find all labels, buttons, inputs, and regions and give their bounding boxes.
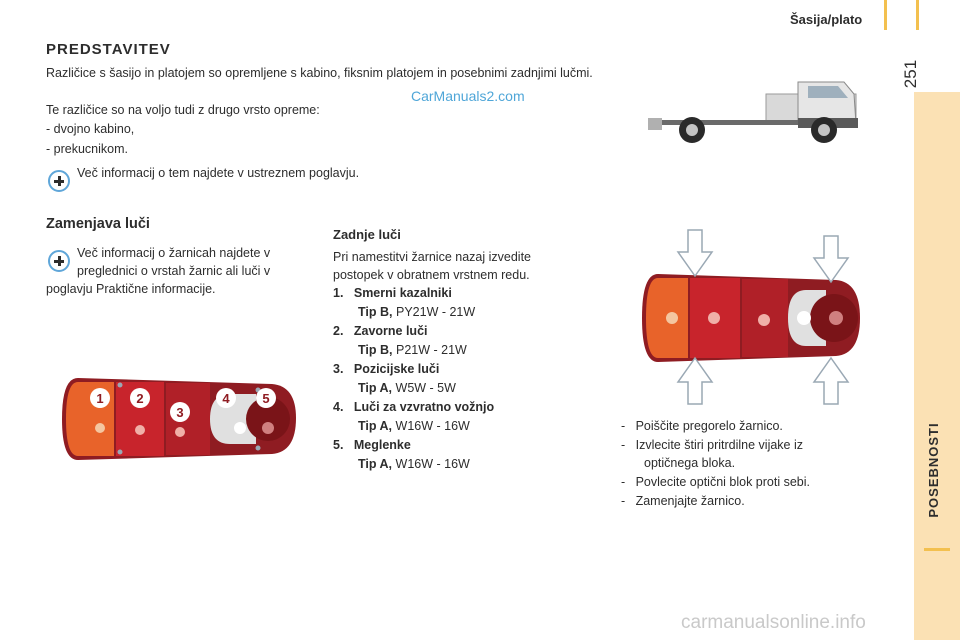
bulb-item-number: 3. [333,362,344,376]
svg-text:5: 5 [262,391,270,406]
header-divider [884,0,887,30]
bulb-item-number: 4. [333,400,344,414]
bulb-item-5 [333,436,411,454]
info-plus-icon-2 [48,250,70,272]
replace-info-line-3: poglavju Praktične informacije. [46,282,216,296]
svg-text:2: 2 [136,391,144,406]
step-text: Povlecite optični blok proti sebi. [635,475,810,489]
bulb-label-1 [90,388,110,408]
bulb-item-4 [333,398,494,416]
bulb-item-2-type [358,341,467,359]
chassis-truck-image [648,80,862,146]
bulb-type-value: PY21W - 21W [395,305,476,319]
step-text: Poiščite pregorelo žarnico. [635,419,783,433]
rear-lights-intro-line-2: postopek v obratnem vrstnem redu. [333,268,530,282]
watermark-top[interactable]: CarManuals2.com [411,88,525,104]
option-tipper: - prekucnikom. [46,142,128,156]
option-double-cab: - dvojno kabino, [46,122,135,136]
bulb-label-3 [170,402,190,422]
bulb-type-label: Tip A, [358,381,393,395]
bulb-type-value: W16W - 16W [395,457,470,471]
bulb-item-name: Zavorne luči [353,324,428,338]
bulb-item-name: Smerni kazalniki [353,286,452,300]
step-3: - Povlecite optični blok proti sebi. [621,475,810,489]
watermark-bottom[interactable]: carmanualsonline.info [681,612,866,633]
intro-paragraph-1: Različice s šasijo in platojem so opremljene s kabino, fiksnim platojem in posebnimi zadnjimi lučmi. [46,66,593,80]
step-text: Zamenjajte žarnico. [635,494,745,508]
step-2: - Izvlecite štiri pritrdilne vijake iz [621,438,804,452]
bulb-item-2 [333,322,428,340]
step-1: - Poiščite pregorelo žarnico. [621,419,783,433]
bulb-type-value: W16W - 16W [395,419,470,433]
intro-heading: PREDSTAVITEV [46,41,171,58]
bulb-item-5-type [358,455,470,473]
bulb-type-value: P21W - 21W [395,343,467,357]
info-plus-icon [48,170,70,192]
bulb-label-4 [216,388,236,408]
step-text: Izvlecite štiri pritrdilne vijake iz [635,438,804,452]
bulb-label-2 [130,388,150,408]
bulb-item-4-type [358,417,470,435]
bulb-type-value: W5W - 5W [395,381,456,395]
rear-lights-intro-line-1: Pri namestitvi žarnice nazaj izvedite [333,250,531,264]
bulb-item-1-type [358,303,475,321]
rear-light-numbered-diagram [60,372,300,466]
bulb-item-name: Pozicijske luči [353,362,440,376]
replace-info-line-2: preglednici o vrstah žarnic ali luči v [77,264,271,278]
bulb-item-3-type [358,379,456,397]
bulb-type-label: Tip A, [358,419,393,433]
section-title: Šasija/plato [790,12,863,27]
bulb-item-3 [333,360,439,378]
rear-light-removal-diagram [636,228,866,406]
intro-paragraph-2: Te različice so na voljo tudi z drugo vrsto opreme: [46,103,320,117]
side-tab-accent [924,548,950,551]
bulb-item-number: 2. [333,324,344,338]
bulb-type-label: Tip B, [358,343,393,357]
side-tab-top-line [916,0,919,30]
chapter-side-tab [914,92,960,640]
bulb-item-number: 5. [333,438,344,452]
page-number: 251 [901,59,920,89]
bulb-type-label: Tip A, [358,457,393,471]
svg-text:1: 1 [96,391,104,406]
replace-lights-heading: Zamenjava luči [46,216,150,232]
bulb-item-name: Luči za vzvratno vožnjo [353,400,495,414]
step-4: - Zamenjajte žarnico. [621,494,745,508]
bulb-type-label: Tip B, [358,305,393,319]
bulb-item-name: Meglenke [353,438,411,452]
rear-lights-heading: Zadnje luči [333,227,401,242]
bulb-label-5 [256,388,276,408]
svg-text:3: 3 [176,405,184,420]
intro-info-note: Več informacij o tem najdete v ustreznem poglavju. [77,166,360,180]
svg-text:4: 4 [222,391,230,406]
bulb-item-1 [333,284,452,302]
chapter-label: POSEBNOSTI [926,422,941,518]
step-2-continued: optičnega bloka. [644,456,736,470]
replace-info-line-1: Več informacij o žarnicah najdete v [77,246,271,260]
bulb-item-number: 1. [333,286,344,300]
